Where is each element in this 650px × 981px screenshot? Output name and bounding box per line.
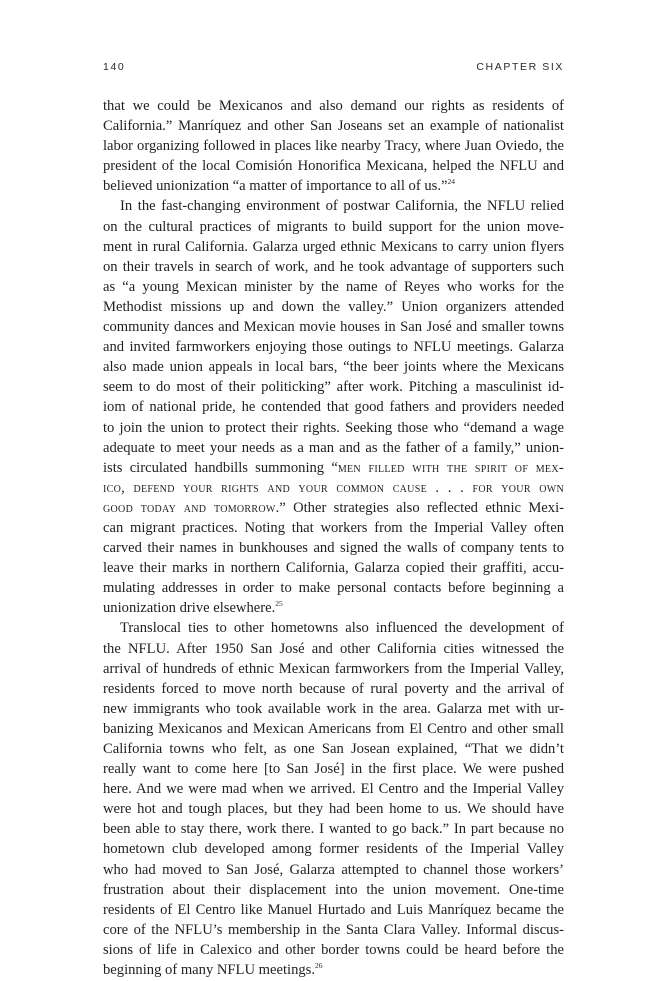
text-line: residents forced to move north because of rural poverty and the arrival of [103, 680, 564, 697]
text-line: new immigrants who took available work in the area. Galarza met with ur- [103, 700, 564, 717]
text-line [103, 478, 564, 498]
text-line: frustration about their displacement into the union movement. One-time [103, 881, 564, 898]
text-line: who had moved to San José, Galarza attempted to channel those workers’ [103, 861, 564, 878]
text-line: were hot and tough places, but they had been home to us. We should have [103, 801, 564, 818]
text-line: labor organizing followed in places like nearby Tracy, where Juan Oviedo, the [103, 138, 564, 155]
text-line: banizing Mexicanos and Mexican Americans from El Centro and other small [103, 720, 564, 737]
text-line: really want to come here [to San José] in the first place. We were pushed [103, 761, 564, 778]
text-line: sions of life in Calexico and other border towns could be heard before the [103, 941, 564, 958]
text-line: leave their marks in northern California, Galarza copied their graffiti, accu- [103, 560, 564, 577]
text-line: unionization drive elsewhere.$^{25}$ [103, 599, 283, 617]
text-line: ists circulated handbills summoning “men filled with the spirit of mex- [103, 459, 564, 476]
text-line: mulating addresses in order to make personal contacts before beginning a [103, 580, 564, 597]
text-line: iom of national pride, he contended that good fathers and providers needed [103, 399, 564, 416]
text-line: carved their names in bunkhouses and signed the walls of company tents to [103, 540, 564, 557]
paragraph [103, 96, 564, 196]
text-line: and invited farmworkers enjoying those outings to NFLU meetings. Galarza [103, 339, 564, 356]
text-line: here. And we were mad when we arrived. El Centro and the Imperial Valley [103, 781, 564, 798]
text-line: that we could be Mexicanos and also demand our rights as residents of [103, 98, 564, 114]
text-line: on the cultural practices of migrants to build support for the union move- [103, 218, 564, 235]
text-line: California.” Manríquez and other San Joseans set an example of nationalist [103, 118, 564, 135]
text-line: California towns who felt, as one San Josean explained, “That we didn’t [103, 741, 564, 757]
footnote-marker: 26 [315, 961, 323, 971]
footnote-marker: 25 [275, 599, 283, 609]
paragraph [103, 618, 564, 980]
chapter-title: CHAPTER SIX [476, 61, 564, 73]
text-line: In the fast-changing environment of postwar California, the NFLU relied [120, 198, 564, 215]
text-line: seem to do most of their politicking” after work. Pitching a masculinist id- [103, 379, 564, 396]
text-line: beginning of many NFLU meetings.$^{26}$ [103, 961, 323, 979]
text-line: community dances and Mexican movie houses in San José and smaller towns [103, 319, 564, 336]
text-line: good today and tomorrow.” Other strategies also reflected ethnic Mexi- [103, 499, 564, 516]
small-caps-quote: men filled with the spirit of mex- [337, 459, 564, 476]
small-caps-quote: good today and tomorrow [103, 499, 276, 516]
text-line: can migrant practices. Noting that workers from the Imperial Valley often [103, 519, 564, 536]
text-line: to join the union to protect their rights. Seeking those who “demand a wage [103, 419, 564, 436]
text-line: arrival of hundreds of ethnic Mexican farmworkers from the Imperial Valley, [103, 660, 564, 677]
paragraph [103, 196, 564, 618]
text-line: ment in rural California. Galarza urged ethnic Mexicans to carry union flyers [103, 238, 564, 255]
footnote-marker: 24 [447, 177, 455, 187]
text-line: president of the local Comisión Honorifica Mexicana, helped the NFLU and [103, 158, 564, 175]
text-line: believed unionization “a matter of importance to all of us.”$^{24}$ [103, 177, 455, 195]
text-line: also made union appeals in local bars, “the beer joints where the Mexicans [103, 359, 564, 376]
text-line: hometown club developed among former residents of the Imperial Valley [103, 841, 564, 858]
text-line: on their travels in search of work, and he took advantage of supporters such [103, 258, 564, 275]
text-line: adequate to meet your needs as a man and as the father of a family,” union- [103, 439, 564, 456]
text-line: as “a young Mexican minister by the name of Reyes who works for the [103, 278, 564, 295]
text-line: the NFLU. After 1950 San José and other California cities witnessed the [103, 640, 564, 657]
text-line: been able to stay there, work there. I wanted to go back.” In part because no [103, 821, 564, 838]
running-head [103, 61, 564, 77]
text-line: Methodist missions up and down the valley.” Union organizers attended [103, 298, 564, 315]
text-line: Translocal ties to other hometowns also influenced the development of [120, 620, 564, 637]
text-line: residents of El Centro like Manuel Hurtado and Luis Manríquez became the [103, 901, 564, 918]
text-line: core of the NFLU’s membership in the Santa Clara Valley. Informal discus- [103, 921, 564, 938]
small-caps-quote: ico, defend your rights and your common cause . . . for your own [103, 479, 564, 496]
body-text [103, 96, 564, 980]
page-number: 140 [103, 61, 126, 73]
